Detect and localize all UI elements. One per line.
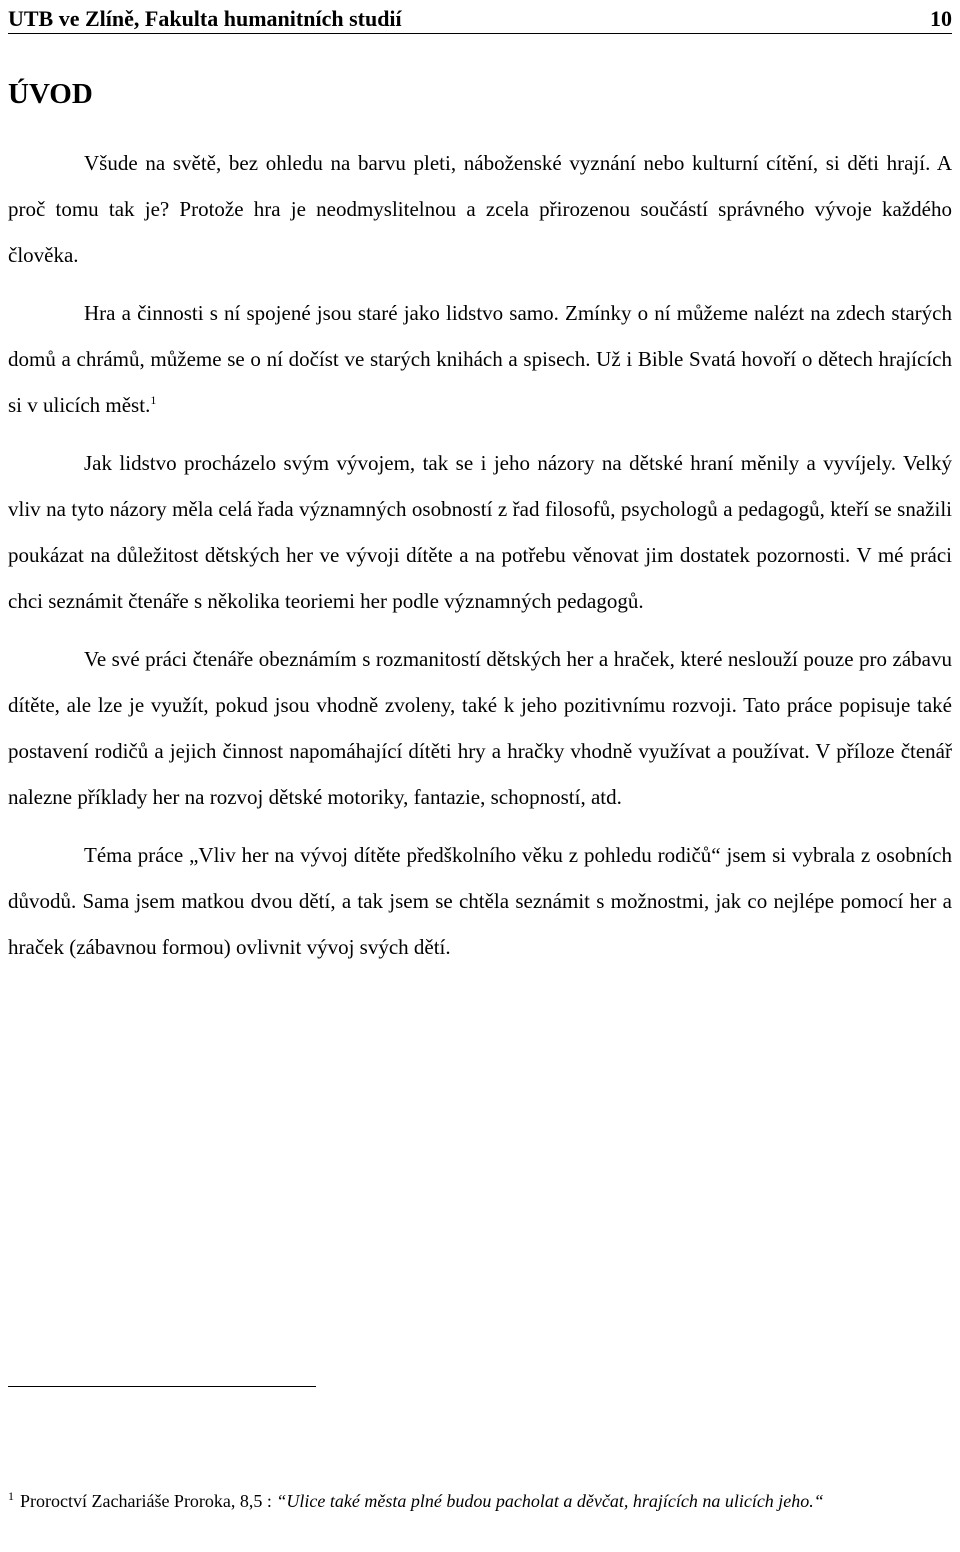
paragraph-text: Všude na světě, bez ohledu na barvu pleti, náboženské vyznání nebo kulturní cítění, si děti hrají. A proč tomu tak je? Protože hra je neodmyslitelnou a zcela přirozenou součástí správného vývoje každého člověka.	[8, 151, 952, 267]
footnote	[8, 1482, 952, 1520]
paragraph	[8, 636, 952, 820]
footnote-quote: “Ulice také města plné budou pacholat a děvčat, hrajících na ulicích jeho.“	[276, 1491, 824, 1511]
header-rule	[8, 33, 952, 34]
footnote-source: Proroctví Zachariáše Proroka, 8,5 :	[20, 1491, 272, 1511]
paragraph-text: Ve své práci čtenáře obeznámím s rozmanitostí dětských her a hraček, které neslouží pouze pro zábavu dítěte, ale lze je využít, pokud jsou vhodně zvoleny, také k jeho pozitivnímu rozvoji. Tato práce popisuje také postavení rodičů a jejich činnost napomáhající dítěti hry a hračky vhodně využívat a používat. V příloze čtenář nalezne příklady her na rozvoj dětské motoriky, fantazie, schopností, atd.	[8, 647, 952, 809]
footnote-separator	[8, 1386, 316, 1387]
footnote-reference[interactable]: 1	[150, 393, 157, 407]
page-header	[8, 0, 952, 32]
body-text	[8, 140, 952, 982]
paragraph-text: Hra a činnosti s ní spojené jsou staré jako lidstvo samo. Zmínky o ní můžeme nalézt na zdech starých domů a chrámů, můžeme se o ní dočíst ve starých knihách a spisech. Už i Bible Svatá hovoří o dětech hrajících si v ulicích měst.	[8, 301, 952, 417]
paragraph-text: Téma práce „Vliv her na vývoj dítěte předškolního věku z pohledu rodičů“ jsem si vybrala z osobních důvodů. Sama jsem matkou dvou dětí, a tak jsem se chtěla seznámit s možnostmi, jak co nejlépe pomocí her a hraček (zábavnou formou) ovlivnit vývoj svých dětí.	[8, 843, 952, 959]
chapter-title: ÚVOD	[8, 78, 93, 110]
footnote-number: 1	[8, 1489, 14, 1503]
header-title: UTB ve Zlíně, Fakulta humanitních studií	[8, 6, 402, 31]
paragraph	[8, 832, 952, 970]
paragraph	[8, 140, 952, 278]
paragraph-text: Jak lidstvo procházelo svým vývojem, tak se i jeho názory na dětské hraní měnily a vyvíjely. Velký vliv na tyto názory měla celá řada významných osobností z řad filosofů, psychologů a pedagogů, kteří se snažili poukázat na důležitost dětských her ve vývoji dítěte a na potřebu věnovat jim dostatek pozornosti. V mé práci chci seznámit čtenáře s několika teoriemi her podle významných pedagogů.	[8, 451, 952, 613]
paragraph	[8, 290, 952, 428]
paragraph	[8, 440, 952, 624]
page-number: 10	[930, 6, 952, 31]
